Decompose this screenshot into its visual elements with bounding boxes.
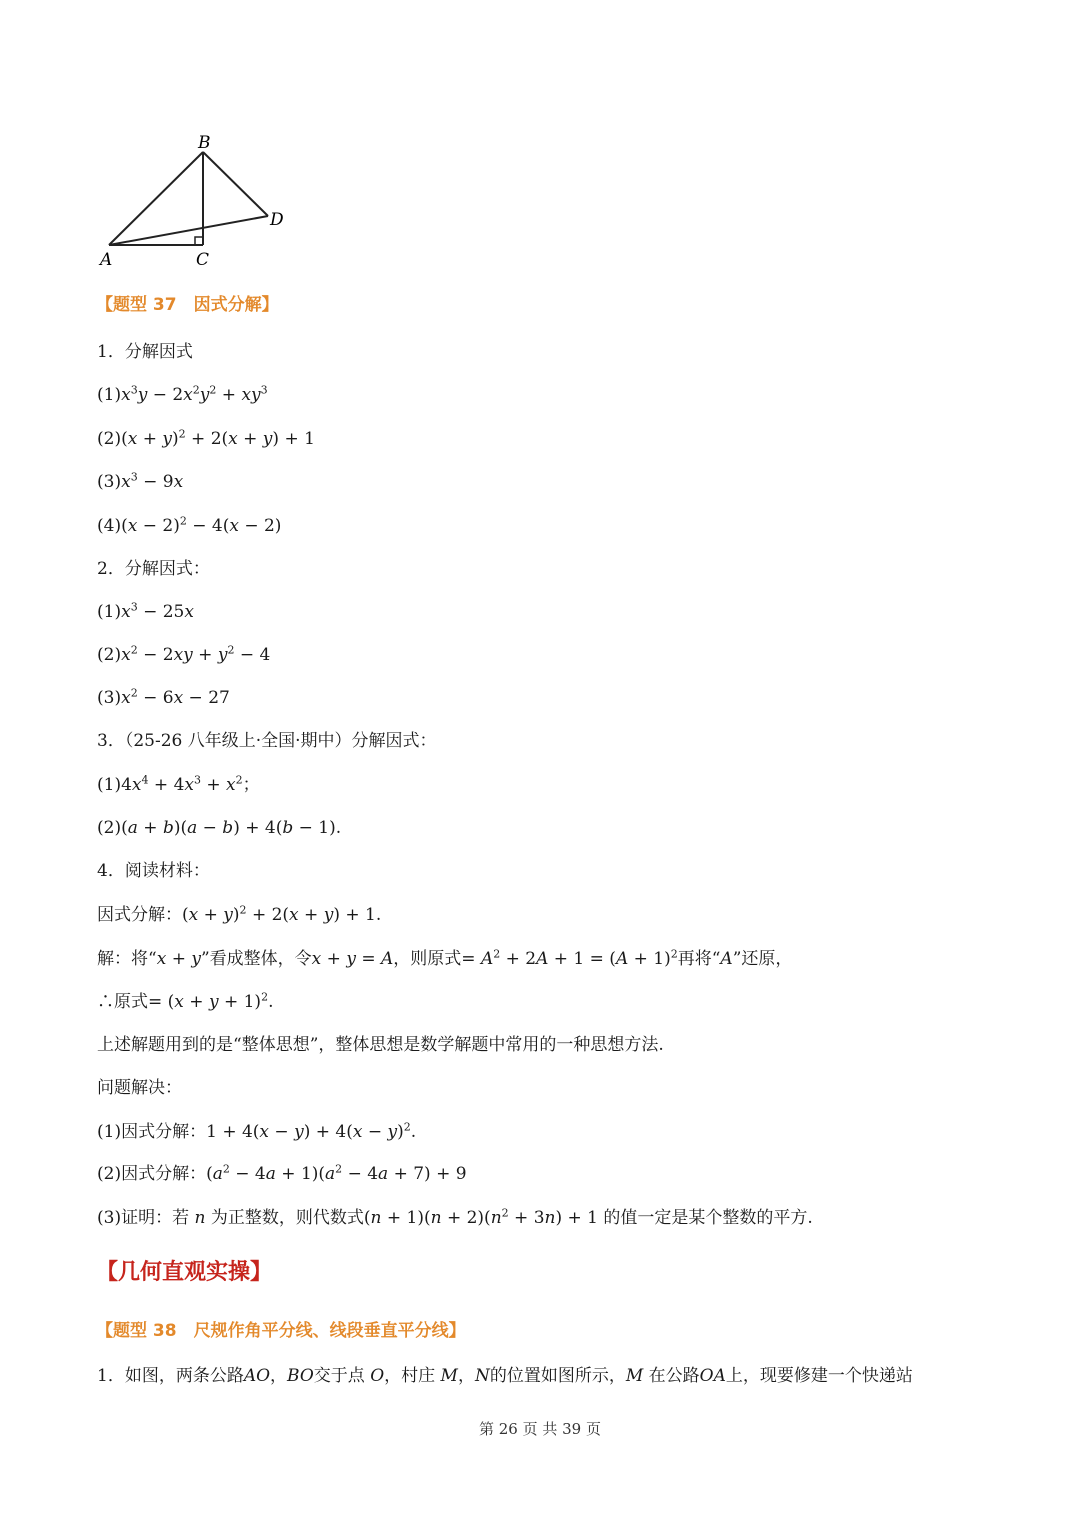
problem-4-material: 因式分解：$(x + y)^2 + 2(x + y) + 1$. <box>97 903 382 925</box>
problem-1-item-2: $(2)(x + y)^2 + 2(x + y) + 1$ <box>97 427 315 449</box>
punct: ； <box>242 775 260 795</box>
problem-1-item-4: $(4)(x - 2)^2 - 4(x - 2)$ <box>97 514 282 536</box>
problem-4-subtitle: 问题解决： <box>97 1078 182 1098</box>
problem-3-item-1: $(1)4x^4 + 4x^3 + x^2$； <box>97 773 260 795</box>
question-text: 为正整数，则代数式 <box>210 1208 364 1228</box>
question-text: 的值一定是某个整数的平方. <box>603 1208 813 1228</box>
solution-text: 再将“ <box>677 949 721 969</box>
question-label: (1)因式分解： <box>97 1122 207 1142</box>
problem-text: 的位置如图所示， <box>489 1366 626 1386</box>
problem-3-title: 3．（25-26 八年级上·全国·期中）分解因式： <box>97 731 437 751</box>
material-label: 因式分解： <box>97 905 182 925</box>
problem-1-title: 1．分解因式 <box>97 342 193 362</box>
item-label: (4) <box>97 516 122 536</box>
item-label: (2) <box>97 429 122 449</box>
heading-type-38: 【题型 38 尺规作角平分线、线段垂直平分线】 <box>96 1321 466 1341</box>
label-A: A <box>100 250 113 270</box>
label-C: C <box>196 250 210 270</box>
triangle-figure <box>92 128 302 270</box>
item-label: (1) <box>97 775 122 795</box>
section-title: 【几何直观实操】 <box>96 1260 273 1285</box>
problem-3-item-2: (2)(a + b)(a − b) + 4(b − 1). <box>97 818 342 838</box>
punct: . <box>335 818 342 838</box>
problem-2-item-3: $(3)x^2 - 6x - 27$ <box>97 686 230 708</box>
question-label: (2)因式分解： <box>97 1164 207 1184</box>
problem-text: 在公路 <box>648 1366 700 1386</box>
problem-2-title: 2．分解因式： <box>97 559 210 579</box>
item-label: (1) <box>97 385 122 405</box>
problem-4-q3: (3)证明：若 n 为正整数，则代数式$(n + 1)(n + 2)(n^2 + 3n) + 1$ 的值一定是某个整数的平方. <box>97 1206 813 1228</box>
problem-text: 上，现要修建一个快递站 <box>725 1366 913 1386</box>
problem-text: ，村庄 <box>384 1366 436 1386</box>
problem-2-item-1: $(1)x^3 - 25x$ <box>97 600 194 622</box>
solution-text: ，则原式= <box>393 949 476 969</box>
problem-4-note: 上述解题用到的是“整体思想”，整体思想是数学解题中常用的一种思想方法. <box>97 1035 664 1055</box>
item-label: (3) <box>97 688 122 708</box>
solution-text: 解：将“ <box>97 949 157 969</box>
problem-1-item-1: $(1)x^3y - 2x^2y^2 + xy^3$ <box>97 383 268 405</box>
problem-4-q1: (1)因式分解：$1 + 4(x - y) + 4(x - y)^2$. <box>97 1120 417 1142</box>
problem-text: 1．如图，两条公路 <box>97 1366 244 1386</box>
page-footer: 第 26 页 共 39 页 <box>478 1420 601 1438</box>
solution-text: ”看成整体，令 <box>200 949 312 969</box>
label-D: D <box>270 210 284 230</box>
problem-4-solution: 解：将“x + y”看成整体，令x + y = A，则原式= $A^2 + 2A + 1 = (A + 1)^2$再将“A”还原， <box>97 947 793 969</box>
label-B: B <box>198 133 211 153</box>
problem-2-item-2: $(2)x^2 - 2xy + y^2 - 4$ <box>97 643 271 665</box>
problem-4-q2: (2)因式分解：$(a^2 - 4a + 1)(a^2 - 4a + 7) + 9$ <box>97 1162 467 1184</box>
right-angle-mark <box>195 237 203 245</box>
problem-38-1: 1．如图，两条公路AO，BO交于点 O，村庄 M，N的位置如图所示，M 在公路OA上，现要修建一个快递站 <box>97 1366 913 1386</box>
item-label: (2) <box>97 818 122 838</box>
problem-4-title: 4．阅读材料： <box>97 861 210 881</box>
solution-text: ”还原， <box>732 949 793 969</box>
problem-1-item-3: $(3)x^3 - 9x$ <box>97 470 184 492</box>
problem-text: 交于点 <box>313 1366 365 1386</box>
problem-4-result: ∴原式= $(x + y + 1)^2$. <box>97 990 274 1012</box>
heading-type-37: 【题型 37 因式分解】 <box>96 295 279 315</box>
result-text: ∴原式= <box>97 992 163 1012</box>
item-label: (2) <box>97 645 122 665</box>
question-label: (3)证明：若 <box>97 1208 190 1228</box>
segment-BD <box>203 152 268 216</box>
item-label: (3) <box>97 472 122 492</box>
item-label: (1) <box>97 602 122 622</box>
